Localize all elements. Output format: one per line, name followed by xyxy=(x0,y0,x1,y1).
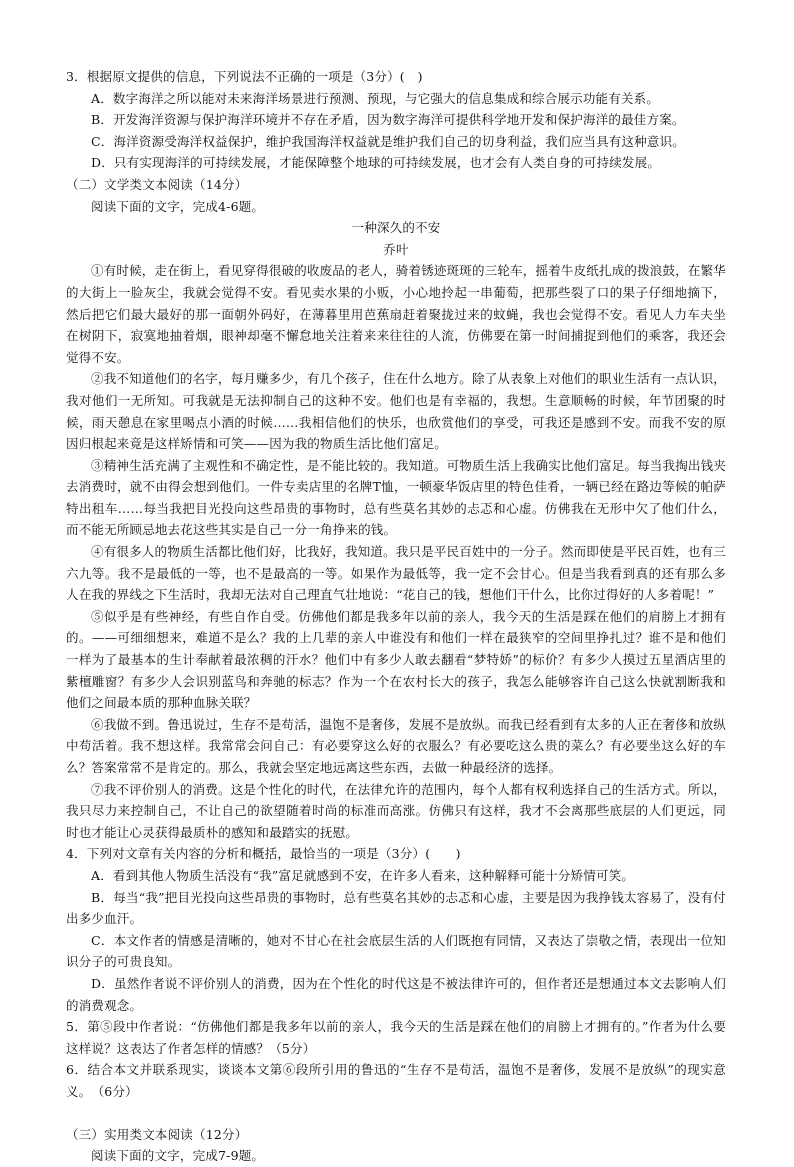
question-3-option-b: B．开发海洋资源与保护海洋环境并不存在矛盾，因为数字海洋可提供科学地开发和保护海洋的最佳方案。 xyxy=(91,112,685,128)
question-4-option-c: C．本文作者的情感是清晰的，她对不甘心在社会底层生活的人们既抱有同情，又表达了崇敬之情，表现出一位知识分子的可贵良知。 xyxy=(66,932,726,970)
question-4-option-a: A．看到其他人物质生活没有“我”富足就感到不安，在许多人看来，这种解释可能十分矫情可笑。 xyxy=(91,867,635,883)
question-4-option-d: D．虽然作者说不评价别人的消费，因为在个性化的时代这是不被法律许可的，但作者还是想通过本文去影响人们的消费观念。 xyxy=(66,975,726,1013)
section-2-instruction: 阅读下面的文字，完成4-6题。 xyxy=(91,198,265,214)
question-4-option-b: B．每当“我”把目光投向这些昂贵的事物时，总有些莫名其妙的忐忑和心虚，主要是因为我挣钱太容易了，没有付出多少血汗。 xyxy=(66,889,726,927)
article-paragraph-7: ⑦我不评价别人的消费。这是个性化的时代，在法律允许的范围内，每个人都有权利选择自己的生活方式。所以，我只尽力来控制自己，不让自己的欲望随着时尚的标准而高涨。仿佛只有这样，我才不会离那些底层的人们更远，同时也才能让心灵获得最质朴的感知和最踏实的抚慰。 xyxy=(66,781,727,840)
question-3-option-c: C．海洋资源受海洋权益保护，维护我国海洋权益就是维护我们自己的切身利益，我们应当具有这种意识。 xyxy=(91,133,685,149)
article-paragraph-1: ①有时候，走在街上，看见穿得很破的收废品的老人，骑着锈迹斑斑的三轮车，摇着牛皮纸扎成的拨浪鼓，在繁华的大街上一脸灰尘，我就会觉得不安。看见卖水果的小贩，小心地拎起一串葡萄，把那些裂了口的果子仔细地摘下，然后把它们最大最好的那一面朝外码好，在薄暮里用芭蕉扇赶着聚拢过来的蚊蝇，我也会觉得不安。看见人力车夫坐在树阴下，寂寞地抽着烟，眼神却毫不懈怠地关注着来来往往的人流，仿佛要在第一时间捕捉到他们的乘客，我还会觉得不安。 xyxy=(66,263,727,365)
question-6: 6．结合本文并联系现实，谈谈本文第⑥段所引用的鲁迅的“生存不是苟活，温饱不是奢侈，发展不是放纵”的现实意义。 （6分） xyxy=(66,1062,726,1099)
article-paragraph-5: ⑤似乎是有些神经，有些自作自受。仿佛他们都是我多年以前的亲人，我今天的生活是踩在他们的肩膀上才拥有的。——可细细想来，难道不是么？我的上几辈的亲人中谁没有和他们一样在最狭窄的空间里挣扎过？谁不是和他们一样为了最基本的生计奉献着最浓稠的汗水？他们中有多少人敢去翻看“梦特娇”的标价？有多少人摸过五星酒店里的紫檀雕窗？有多少人会识别蓝鸟和奔驰的标志？作为一个在农村长大的孩子，我怎么能够容许自己这么快就割断我和他们之间最本质的那种血脉关联？ xyxy=(66,608,726,711)
question-4-stem: 4．下列对文章有关内容的分析和概括，最恰当的一项是（3分）( ) xyxy=(66,846,461,862)
section-3-instruction: 阅读下面的文字，完成7-9题。 xyxy=(91,1148,265,1164)
article-title: 一种深久的不安 xyxy=(351,220,441,236)
section-2-heading: （二）文学类文本阅读（14分） xyxy=(66,176,248,192)
question-5: 5．第⑤段中作者说：“仿佛他们都是我多年以前的亲人，我今天的生活是踩在他们的肩膀上才拥有的。”作者为什么要这样说？这表达了作者怎样的情感？（5分） xyxy=(66,1019,726,1056)
article-paragraph-3: ③精神生活充满了主观性和不确定性，是不能比较的。我知道。可物质生活上我确实比他们富足。每当我掏出钱夹去消费时，就不由得会想到他们。一件专卖店里的名牌T恤，一顿豪华饭店里的特色佳肴，一辆已经在路边等候的帕萨特出租车……每当我把目光投向这些昂贵的事物时，总有些莫名其妙的忐忑和心虚。仿佛我在无形中欠了他们什么，而不能无所顾忌地去花这些其实是自己一分一角挣来的钱。 xyxy=(66,457,727,538)
section-spacer xyxy=(66,1103,726,1124)
question-3-stem: 3．根据原文提供的信息，下列说法不正确的一项是（3分）( ) xyxy=(66,69,423,84)
article-paragraph-4: ④有很多人的物质生活都比他们好，比我好，我知道。我只是平民百姓中的一分子。然而即使是平民百姓，也有三六九等。我不是最低的一等，也不是最高的一等。如果作为最低等，我一定不会甘心。但是当我看到真的还有那么多人在我的界线之下生活时，我却无法对自己理直气壮地说：“花自己的钱，想他们干什么，比你过得好的人多着呢！” xyxy=(66,544,727,603)
article-paragraph-6: ⑥我做不到。鲁迅说过，生存不是苟活，温饱不是奢侈，发展不是放纵。而我已经看到有太多的人正在奢侈和放纵中苟活着。我不想这样。我常常会问自己：有必要穿这么好的衣服么？有必要吃这么贵的菜么？有必要坐这么好的车么？答案常常不是肯定的。那么，我就会坚定地远离这些东西，去做一种最经济的选择。 xyxy=(66,716,727,775)
question-3-option-d: D．只有实现海洋的可持续发展，才能保障整个地球的可持续发展，也才会有人类自身的可持续发展。 xyxy=(91,155,661,171)
section-3-heading: （三）实用类文本阅读（12分） xyxy=(66,1126,248,1142)
question-3-option-a: A．数字海洋之所以能对未来海洋场景进行预测、预现，与它强大的信息集成和综合展示功能有关系。 xyxy=(91,90,660,106)
article-paragraph-2: ②我不知道他们的名字，每月赚多少，有几个孩子，住在什么地方。除了从表象上对他们的职业生活有一点认识，我对他们一无所知。可我就是无法抑制自己的这种不安。他们也是有幸福的，我想。生意顺畅的时候，年节团聚的时候，雨天憩息在家里喝点小酒的时候……我相信他们的快乐，也欣赏他们的享受，可我还是感到不安。而我不安的原因归根起来竟是这样矫情和可笑——因为我的物质生活比他们富足。 xyxy=(66,371,727,452)
article-author: 乔叶 xyxy=(383,241,409,257)
